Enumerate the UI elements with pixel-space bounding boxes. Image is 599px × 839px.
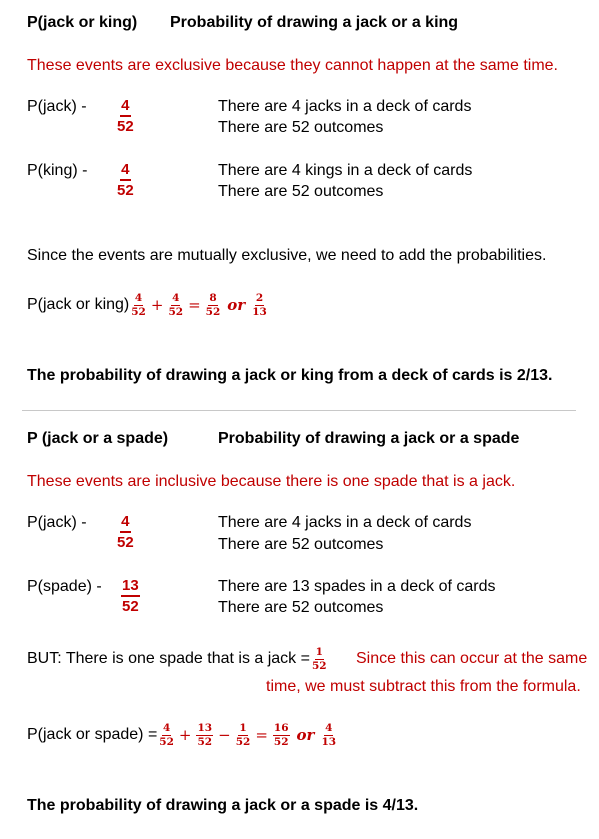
section2-heading: P (jack or a spade) (27, 430, 169, 447)
section2-equation (27, 717, 338, 753)
section1-heading: P(jack or king) (27, 14, 138, 31)
equals-sign: = (188, 296, 201, 314)
section2-but-note-line2: time, we must subtract this from the formula. (266, 678, 581, 695)
section2-row2-line2: There are 52 outcomes (218, 599, 384, 616)
or-word: or (296, 726, 315, 744)
section1-row1-fraction (117, 96, 134, 137)
section1-row1-line2: There are 52 outcomes (218, 119, 384, 136)
fraction: $\frac{4}{52}$ (131, 291, 146, 318)
section2-row1-fraction (117, 512, 134, 553)
section2-row1-line2: There are 52 outcomes (218, 536, 384, 553)
section2-row1-line1: There are 4 jacks in a deck of cards (218, 514, 472, 531)
section1-row2-line2: There are 52 outcomes (218, 183, 384, 200)
equation-label: P(jack or king) (27, 296, 130, 313)
section2-row2-label: P(spade) - (27, 578, 102, 595)
numerator: 13 (121, 576, 140, 597)
section2-row2-line1: There are 13 spades in a deck of cards (218, 578, 496, 595)
but-text: BUT: There is one spade that is a jack = (27, 650, 310, 667)
plus-sign: + (150, 296, 164, 314)
section1-row2-line1: There are 4 kings in a deck of cards (218, 162, 473, 179)
section1-since: Since the events are mutually exclusive, we need to add the probabilities. (27, 247, 547, 264)
fraction: $\frac{13}{52}$ (197, 721, 213, 748)
or-word: or (227, 296, 246, 314)
plus-sign: + (178, 726, 192, 744)
section2-but-line (27, 641, 329, 677)
minus-sign: − (218, 726, 231, 744)
section2-but-note-line1: Since this can occur at the same (356, 650, 588, 667)
fraction: $\frac{2}{13}$ (252, 291, 267, 318)
denominator: 52 (117, 534, 134, 551)
section2-row2-fraction (121, 576, 140, 617)
fraction: $\frac{1}{52}$ (235, 721, 251, 748)
section2-row1-label: P(jack) - (27, 514, 87, 531)
numerator: 4 (120, 512, 130, 533)
equation-label: P(jack or spade) = (27, 726, 158, 743)
section1-note: These events are exclusive because they cannot happen at the same time. (27, 57, 558, 74)
fraction: $\frac{4}{52}$ (159, 721, 174, 748)
section1-row1-label: P(jack) - (27, 98, 87, 115)
equals-sign: = (255, 726, 268, 744)
section2-conclusion: The probability of drawing a jack or a spade is 4/13. (27, 797, 419, 814)
fraction: $\frac{16}{52}$ (273, 721, 289, 748)
section2-heading-desc: Probability of drawing a jack or a spade (218, 430, 520, 447)
numerator: 4 (120, 96, 130, 117)
fraction: $\frac{8}{52}$ (205, 291, 221, 318)
section1-row2-label: P(king) - (27, 162, 88, 179)
section1-equation (27, 287, 269, 323)
section1-heading-desc: Probability of drawing a jack or a king (170, 14, 459, 31)
section1-conclusion: The probability of drawing a jack or king from a deck of cards is 2/13. (27, 367, 553, 384)
fraction: $\frac{4}{13}$ (321, 721, 337, 748)
fraction: $\frac{1}{52}$ (311, 645, 327, 672)
section1-row1-line1: There are 4 jacks in a deck of cards (218, 98, 472, 115)
section1-row2-fraction (117, 160, 134, 201)
numerator: 4 (120, 160, 130, 181)
denominator: 52 (122, 598, 139, 615)
section-divider (22, 410, 576, 411)
section2-note: These events are inclusive because there is one spade that is a jack. (27, 473, 516, 490)
denominator: 52 (117, 182, 134, 199)
fraction: $\frac{4}{52}$ (168, 291, 184, 318)
denominator: 52 (117, 118, 134, 135)
